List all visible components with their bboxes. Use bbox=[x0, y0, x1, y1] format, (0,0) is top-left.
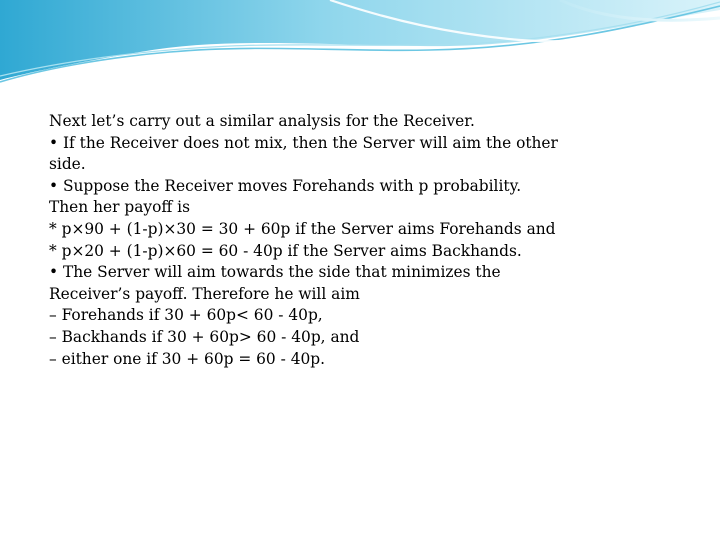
text-line: * p×20 + (1-p)×60 = 60 - 40p if the Server aims Backhands. bbox=[49, 241, 522, 260]
text-line: Receiver’s payoff. Therefore he will aim bbox=[49, 284, 360, 303]
header-wave-decoration bbox=[0, 0, 720, 90]
text-line: – Forehands if 30 + 60p< 60 - 40p, bbox=[49, 306, 323, 325]
text-line: • Suppose the Receiver moves Forehands with p probability. bbox=[49, 176, 522, 195]
text-line: Next let’s carry out a similar analysis for the Receiver. bbox=[49, 112, 475, 130]
text-line: * p×90 + (1-p)×30 = 30 + 60p if the Server aims Forehands and bbox=[49, 219, 556, 238]
text-line: Then her payoff is bbox=[49, 198, 190, 217]
text-line: side. bbox=[49, 155, 86, 174]
slide-body-text bbox=[49, 111, 569, 370]
text-line: • The Server will aim towards the side that minimizes the bbox=[49, 263, 501, 282]
text-line: • If the Receiver does not mix, then the Server will aim the other bbox=[49, 133, 558, 152]
text-line: – either one if 30 + 60p = 60 - 40p. bbox=[49, 349, 326, 368]
text-line: – Backhands if 30 + 60p> 60 - 40p, and bbox=[49, 327, 360, 346]
